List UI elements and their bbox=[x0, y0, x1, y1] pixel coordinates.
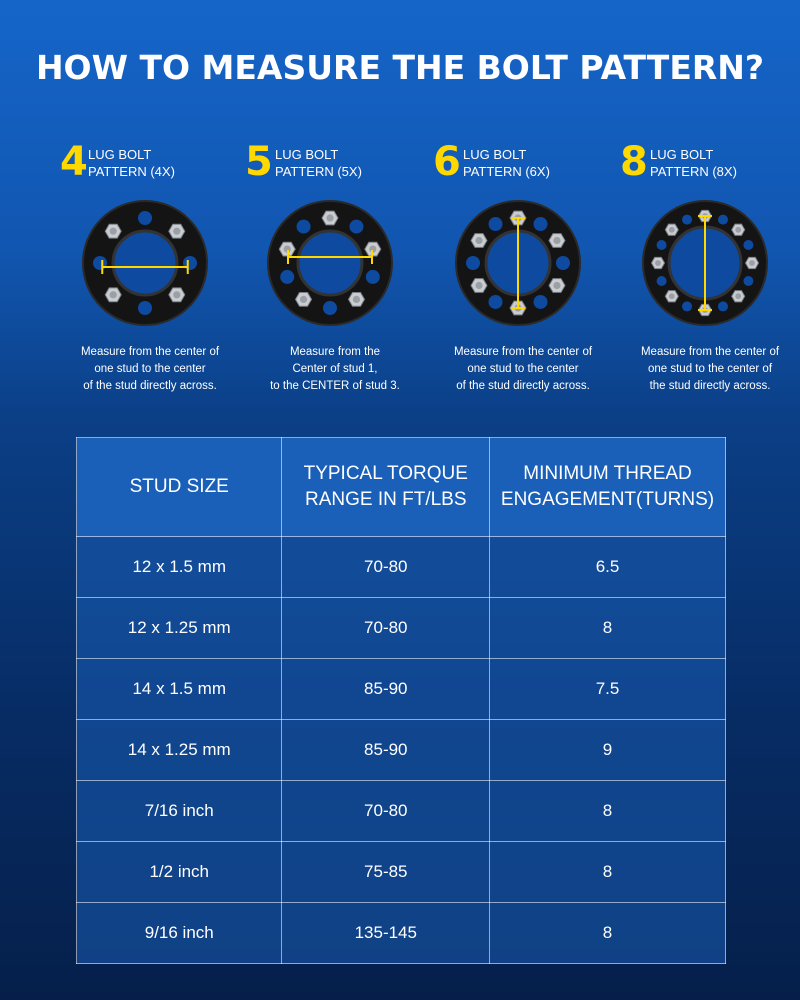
stud bbox=[732, 224, 745, 235]
stud bbox=[105, 288, 121, 302]
bolt-hole bbox=[489, 295, 503, 309]
cell-turns: 8 bbox=[490, 598, 726, 659]
bolt-hole bbox=[534, 217, 548, 231]
cell-stud-size: 9/16 inch bbox=[77, 903, 282, 964]
pattern-6x bbox=[428, 140, 618, 400]
stud bbox=[322, 211, 338, 225]
cell-turns: 8 bbox=[490, 842, 726, 903]
desc-line1: Measure from the center of bbox=[453, 346, 593, 358]
bolt-hole bbox=[534, 295, 548, 309]
pattern-5x bbox=[240, 140, 430, 400]
wheel-spacer-5x-icon bbox=[265, 198, 395, 328]
pattern-label bbox=[463, 146, 550, 180]
header-stud-size bbox=[77, 438, 282, 537]
cell-torque: 70-80 bbox=[282, 781, 490, 842]
pattern-label-line1: LUG BOLT bbox=[275, 147, 339, 162]
wheel-spacer-4x-icon bbox=[80, 198, 210, 328]
pattern-header bbox=[55, 140, 245, 184]
cell-turns: 8 bbox=[490, 903, 726, 964]
bolt-hole bbox=[138, 301, 152, 315]
stud bbox=[665, 224, 678, 235]
pattern-number: 8 bbox=[620, 139, 648, 185]
cell-torque: 75-85 bbox=[282, 842, 490, 903]
stud bbox=[549, 234, 565, 248]
cell-turns: 6.5 bbox=[490, 537, 726, 598]
stud bbox=[471, 234, 487, 248]
cell-stud-size: 14 x 1.25 mm bbox=[77, 720, 282, 781]
cell-turns: 8 bbox=[490, 781, 726, 842]
stud bbox=[169, 288, 185, 302]
stud bbox=[169, 224, 185, 238]
stud bbox=[471, 279, 487, 293]
bolt-hole bbox=[349, 220, 363, 234]
stud bbox=[349, 293, 365, 307]
pattern-number: 6 bbox=[433, 139, 461, 185]
cell-stud-size: 1/2 inch bbox=[77, 842, 282, 903]
wheel-spacer-8x-icon bbox=[640, 198, 770, 328]
pattern-label-line1: LUG BOLT bbox=[88, 147, 152, 162]
bolt-hole bbox=[138, 211, 152, 225]
pattern-label-line2: PATTERN (4X) bbox=[88, 164, 175, 179]
cell-stud-size: 12 x 1.5 mm bbox=[77, 537, 282, 598]
table-row bbox=[77, 598, 726, 659]
pattern-description bbox=[423, 344, 623, 395]
bolt-hole bbox=[743, 276, 753, 286]
header-line1: STUD SIZE bbox=[129, 476, 229, 497]
bolt-hole bbox=[682, 301, 692, 311]
stud bbox=[549, 279, 565, 293]
desc-line2: one stud to the center bbox=[94, 363, 206, 375]
header-thread-engagement bbox=[490, 438, 726, 537]
header-line1: TYPICAL TORQUE bbox=[303, 463, 468, 484]
pattern-description bbox=[50, 344, 250, 395]
desc-line1: Measure from the bbox=[289, 346, 381, 358]
cell-stud-size: 12 x 1.25 mm bbox=[77, 598, 282, 659]
cell-torque: 85-90 bbox=[282, 659, 490, 720]
center-bore bbox=[113, 231, 177, 295]
stud bbox=[665, 291, 678, 302]
pattern-label bbox=[650, 146, 737, 180]
bolt-hole bbox=[323, 301, 337, 315]
header-line2: ENGAGEMENT(TURNS) bbox=[500, 489, 715, 510]
center-bore bbox=[298, 231, 362, 295]
stud bbox=[732, 291, 745, 302]
bolt-hole bbox=[718, 215, 728, 225]
cell-stud-size: 7/16 inch bbox=[77, 781, 282, 842]
bolt-hole bbox=[489, 217, 503, 231]
pattern-label-line2: PATTERN (5X) bbox=[275, 164, 362, 179]
bolt-hole bbox=[657, 276, 667, 286]
cell-stud-size: 14 x 1.5 mm bbox=[77, 659, 282, 720]
table-row bbox=[77, 842, 726, 903]
wheel-spacer-6x-icon bbox=[453, 198, 583, 328]
desc-line2: one stud to the center of bbox=[647, 363, 773, 375]
bolt-hole bbox=[466, 256, 480, 270]
stud bbox=[105, 224, 121, 238]
table-row bbox=[77, 903, 726, 964]
pattern-number: 5 bbox=[245, 139, 273, 185]
cell-turns: 7.5 bbox=[490, 659, 726, 720]
pattern-8x bbox=[615, 140, 800, 400]
cell-torque: 85-90 bbox=[282, 720, 490, 781]
pattern-4x bbox=[55, 140, 245, 400]
table-row bbox=[77, 659, 726, 720]
stud bbox=[652, 257, 665, 268]
header-torque-range bbox=[282, 438, 490, 537]
cell-torque: 135-145 bbox=[282, 903, 490, 964]
desc-line3: of the stud directly across. bbox=[456, 380, 590, 392]
bolt-hole bbox=[297, 220, 311, 234]
pattern-label-line1: LUG BOLT bbox=[650, 147, 714, 162]
cell-torque: 70-80 bbox=[282, 598, 490, 659]
table-row bbox=[77, 720, 726, 781]
bolt-hole bbox=[718, 301, 728, 311]
desc-line3: to the CENTER of stud 3. bbox=[270, 380, 400, 392]
pattern-label bbox=[275, 146, 362, 180]
desc-line3: the stud directly across. bbox=[649, 380, 771, 392]
bolt-hole bbox=[366, 270, 380, 284]
desc-line1: Measure from the center of bbox=[80, 346, 220, 358]
pattern-label bbox=[88, 146, 175, 180]
torque-table bbox=[76, 437, 726, 964]
bolt-hole bbox=[556, 256, 570, 270]
pattern-header bbox=[428, 140, 618, 184]
pattern-header bbox=[615, 140, 800, 184]
bolt-hole bbox=[657, 240, 667, 250]
pattern-label-line2: PATTERN (6X) bbox=[463, 164, 550, 179]
pattern-description bbox=[610, 344, 800, 395]
header-line1: MINIMUM THREAD bbox=[523, 463, 692, 484]
desc-line2: Center of stud 1, bbox=[292, 363, 378, 375]
stud bbox=[296, 293, 312, 307]
table-row bbox=[77, 781, 726, 842]
desc-line2: one stud to the center bbox=[467, 363, 579, 375]
cell-turns: 9 bbox=[490, 720, 726, 781]
table-header-row bbox=[77, 438, 726, 537]
table-row bbox=[77, 537, 726, 598]
bolt-hole bbox=[682, 215, 692, 225]
page-title: HOW TO MEASURE THE BOLT PATTERN? bbox=[35, 48, 765, 87]
pattern-label-line2: PATTERN (8X) bbox=[650, 164, 737, 179]
pattern-header bbox=[240, 140, 430, 184]
desc-line1: Measure from the center of bbox=[640, 346, 780, 358]
bolt-hole bbox=[743, 240, 753, 250]
bolt-hole bbox=[280, 270, 294, 284]
pattern-number: 4 bbox=[60, 139, 88, 185]
cell-torque: 70-80 bbox=[282, 537, 490, 598]
desc-line3: of the stud directly across. bbox=[83, 380, 217, 392]
pattern-description bbox=[235, 344, 435, 395]
stud bbox=[746, 257, 759, 268]
pattern-label-line1: LUG BOLT bbox=[463, 147, 527, 162]
header-line2: RANGE IN FT/LBS bbox=[305, 489, 467, 510]
